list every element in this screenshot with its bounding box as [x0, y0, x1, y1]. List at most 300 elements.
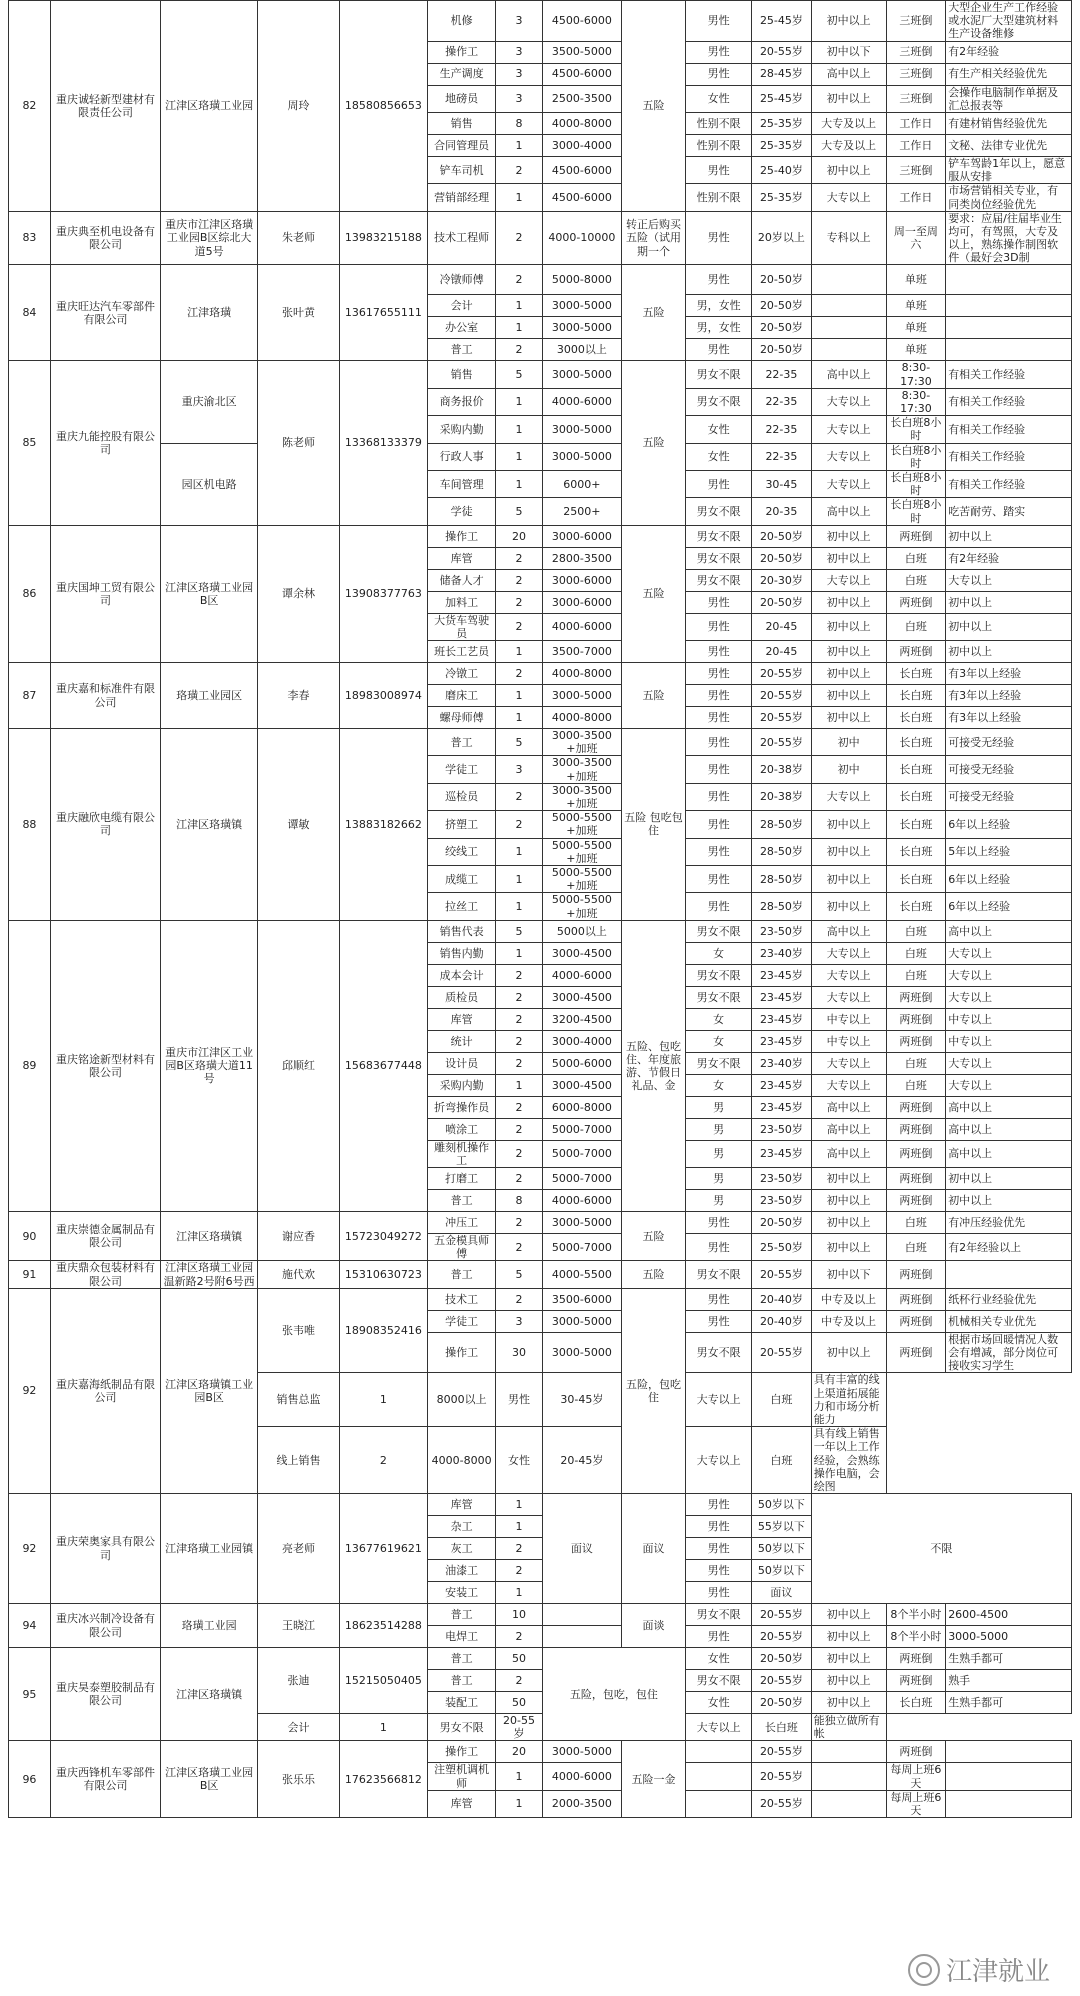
- gender: 男性: [686, 811, 752, 838]
- education: 初中以下: [811, 41, 886, 63]
- requirement: [946, 339, 1072, 361]
- company-number: 92: [9, 1288, 51, 1493]
- gender: 男性: [686, 756, 752, 783]
- job-title: 销售: [427, 361, 495, 388]
- age-range: 20-55岁: [752, 1741, 812, 1763]
- salary: 4000-10000: [542, 211, 621, 265]
- education: 高中以上: [811, 1118, 886, 1140]
- salary: 5000-8000: [542, 265, 621, 295]
- shift: 长白班: [886, 663, 946, 685]
- shift: 白班: [752, 1373, 812, 1427]
- gender: 男性: [686, 1626, 752, 1648]
- company-number: 89: [9, 920, 51, 1211]
- company-number: 88: [9, 729, 51, 921]
- company-address: 重庆市江津区珞璜工业园B区综北大道5号: [161, 211, 258, 265]
- gender: 男性: [686, 1212, 752, 1234]
- table-row: [9, 1604, 1072, 1626]
- job-title: 喷涂工: [427, 1118, 495, 1140]
- age-range: 23-45岁: [752, 1074, 812, 1096]
- shift: 长白班: [886, 893, 946, 920]
- age-range: 30-45岁: [542, 1373, 621, 1427]
- benefits: 转正后购买五险（试用期一个: [622, 211, 686, 265]
- age-range: 23-50岁: [752, 920, 812, 942]
- headcount: 10: [496, 1604, 542, 1626]
- requirement: 高中以上: [946, 920, 1072, 942]
- requirement: 具有线上销售一年以上工作经验，会熟练操作电脑，会绘图: [811, 1427, 886, 1494]
- requirement: 有相关工作经验: [946, 470, 1072, 497]
- age-range: 23-45岁: [752, 1140, 812, 1167]
- age-range: 23-50岁: [752, 1190, 812, 1212]
- headcount: 1: [496, 1790, 542, 1817]
- gender: 男性: [686, 339, 752, 361]
- gender: 男性: [686, 783, 752, 810]
- company-name: 重庆西锋机车零部件有限公司: [50, 1741, 160, 1818]
- headcount: 2: [496, 986, 542, 1008]
- salary: [542, 1604, 621, 1626]
- contact-name: 施代欢: [258, 1261, 340, 1288]
- table-row: [9, 663, 1072, 685]
- age-range: 22-35: [752, 388, 812, 415]
- shift: 周一至周六: [886, 211, 946, 265]
- company-name: 重庆融欣电缆有限公司: [50, 729, 160, 921]
- education: 初中以上: [811, 811, 886, 838]
- gender: 男性: [686, 685, 752, 707]
- headcount: 1: [496, 443, 542, 470]
- education: 大专以上: [686, 1373, 752, 1427]
- salary: 4000-8000: [542, 663, 621, 685]
- headcount: 1: [496, 416, 542, 443]
- job-title: 储备人才: [427, 569, 495, 591]
- education: 中专以上: [811, 1030, 886, 1052]
- education: 大专以上: [811, 416, 886, 443]
- requirement: 初中以上: [946, 613, 1072, 640]
- headcount: 2: [496, 1538, 542, 1560]
- headcount: 30: [496, 1332, 542, 1373]
- gender: 男性: [686, 470, 752, 497]
- education: 初中以上: [811, 893, 886, 920]
- gender: 男性: [686, 613, 752, 640]
- job-title: 采购内勤: [427, 416, 495, 443]
- headcount: 2: [496, 265, 542, 295]
- salary: 3000-5000: [542, 1332, 621, 1373]
- requirement: 初中以上: [946, 591, 1072, 613]
- age-range: 20-50岁: [752, 295, 812, 317]
- salary: 3000-4500: [542, 942, 621, 964]
- education: 初中以上: [811, 1670, 886, 1692]
- job-title: 库管: [427, 1494, 495, 1516]
- salary: 3000-5000: [542, 317, 621, 339]
- gender: 男女不限: [686, 547, 752, 569]
- headcount: 2: [496, 1140, 542, 1167]
- shift: 长白班: [886, 756, 946, 783]
- benefits: 五险，包吃住: [622, 1288, 686, 1493]
- headcount: 3: [496, 41, 542, 63]
- requirement: 有2年经验: [946, 41, 1072, 63]
- age-range: 22-35: [752, 361, 812, 388]
- headcount: 1: [496, 865, 542, 892]
- company-number: 87: [9, 663, 51, 729]
- education: [811, 1741, 886, 1763]
- company-number: 85: [9, 361, 51, 525]
- shift: 两班倒: [886, 1008, 946, 1030]
- headcount: 2: [496, 783, 542, 810]
- gender: 女性: [496, 1427, 542, 1494]
- gender: 男女不限: [686, 361, 752, 388]
- contact-name: 王晓江: [258, 1604, 340, 1648]
- job-title: 操作工: [427, 41, 495, 63]
- company-number: 82: [9, 1, 51, 212]
- company-number: 83: [9, 211, 51, 265]
- age-range: 28-50岁: [752, 838, 812, 865]
- salary: 3000-5000: [542, 1741, 621, 1763]
- salary: 4500-6000: [542, 156, 621, 183]
- shift: 白班: [886, 547, 946, 569]
- salary: 6000+: [542, 470, 621, 497]
- job-title: 库管: [427, 1790, 495, 1817]
- age-range: 23-50岁: [752, 1118, 812, 1140]
- company-address: 江津区珞璜镇: [161, 1648, 258, 1741]
- requirement: 初中以上: [946, 1190, 1072, 1212]
- shift: 两班倒: [886, 641, 946, 663]
- shift: 白班: [752, 1427, 812, 1494]
- gender: [686, 1790, 752, 1817]
- salary: 4000-5500: [542, 1261, 621, 1288]
- education: 初中以上: [811, 641, 886, 663]
- watermark-text: 江津就业: [945, 1957, 1050, 1987]
- shift: 白班: [886, 613, 946, 640]
- shift: 两班倒: [886, 525, 946, 547]
- job-title: 巡检员: [427, 783, 495, 810]
- company-address-2: 园区机电路: [161, 443, 258, 525]
- age-range: 20-55岁: [752, 729, 812, 756]
- requirement: 有2年经验: [946, 547, 1072, 569]
- salary: 4000-8000: [542, 707, 621, 729]
- gender: 女性: [686, 1692, 752, 1714]
- education: 初中以上: [811, 1626, 886, 1648]
- headcount: 2: [496, 1096, 542, 1118]
- requirement: 2600-4500: [946, 1604, 1072, 1626]
- gender: 男性: [686, 729, 752, 756]
- requirement: [946, 1261, 1072, 1288]
- benefits: 面谈: [622, 1604, 686, 1648]
- salary: 2500-3500: [542, 85, 621, 112]
- salary: 3000-5000: [542, 416, 621, 443]
- requirement: 铲车驾龄1年以上，愿意服从安排: [946, 156, 1072, 183]
- gender: 女: [686, 942, 752, 964]
- company-number: 86: [9, 525, 51, 662]
- age-range: 20-45: [752, 641, 812, 663]
- company-name: 重庆崇德金属制品有限公司: [50, 1212, 160, 1261]
- salary: 3500-6000: [542, 1288, 621, 1310]
- age-range: 25-35岁: [752, 184, 812, 211]
- gender: 女: [686, 1030, 752, 1052]
- headcount: 2: [496, 1030, 542, 1052]
- age-range: 20-55岁: [752, 1670, 812, 1692]
- job-title: 灰工: [427, 1538, 495, 1560]
- company-address: 江津区珞璜工业园温新路2号附6号西: [161, 1261, 258, 1288]
- age-range: 20-55岁: [496, 1714, 542, 1741]
- salary: 面议: [542, 1494, 621, 1604]
- salary: 6000-8000: [542, 1096, 621, 1118]
- company-name: 重庆铭途新型材料有限公司: [50, 920, 160, 1211]
- benefits: 五险: [622, 265, 686, 361]
- education: 初中以上: [811, 156, 886, 183]
- education: 大专以上: [811, 470, 886, 497]
- company-address: 江津区珞璜工业园B区: [161, 1741, 258, 1818]
- shift: 两班倒: [886, 1310, 946, 1332]
- job-title: 库管: [427, 1008, 495, 1030]
- table-row: [9, 443, 1072, 470]
- gender: 男性: [686, 1288, 752, 1310]
- age-range: 25-35岁: [752, 134, 812, 156]
- shift: 三班倒: [886, 85, 946, 112]
- headcount: 2: [496, 591, 542, 613]
- headcount: 2: [496, 339, 542, 361]
- requirement: 有冲压经验优先: [946, 1212, 1072, 1234]
- age-range: 28-50岁: [752, 893, 812, 920]
- age-range: 23-45岁: [752, 986, 812, 1008]
- company-name: 重庆鼎众包装材料有限公司: [50, 1261, 160, 1288]
- education: 初中以上: [811, 707, 886, 729]
- salary: 5000-5500 +加班: [542, 838, 621, 865]
- salary: 3000-5000: [542, 295, 621, 317]
- headcount: 2: [496, 1234, 542, 1261]
- requirement: 6年以上经验: [946, 811, 1072, 838]
- company-number: 95: [9, 1648, 51, 1741]
- salary: 3200-4500: [542, 1008, 621, 1030]
- contact-phone: 15215050405: [339, 1648, 427, 1714]
- shift: 长白班: [886, 685, 946, 707]
- salary: 4000-6000: [542, 388, 621, 415]
- gender: 女性: [686, 1648, 752, 1670]
- contact-name: 谢应香: [258, 1212, 340, 1261]
- requirement: 能独立做所有帐: [811, 1714, 886, 1741]
- shift: 三班倒: [886, 156, 946, 183]
- salary: 3000-4000: [542, 134, 621, 156]
- education: 初中以上: [811, 1692, 886, 1714]
- table-row: [9, 1288, 1072, 1310]
- requirement: 高中以上: [946, 1140, 1072, 1167]
- benefits: 五险: [622, 1, 686, 212]
- shift: 两班倒: [886, 1670, 946, 1692]
- company-name: 重庆诚轻新型建材有限责任公司: [50, 1, 160, 212]
- job-title: 普工: [427, 1261, 495, 1288]
- requirement: 可接受无经验: [946, 783, 1072, 810]
- watermark: [908, 1951, 1050, 1988]
- salary: 3000-5000: [542, 443, 621, 470]
- shift: 长白班: [886, 729, 946, 756]
- shift: 工作日: [886, 184, 946, 211]
- age-range: 25-45岁: [752, 1, 812, 42]
- age-range: 20-38岁: [752, 783, 812, 810]
- job-title: 挤塑工: [427, 811, 495, 838]
- headcount: 2: [496, 1670, 542, 1692]
- education: 初中: [811, 756, 886, 783]
- age-range: 20-50岁: [752, 1212, 812, 1234]
- company-address: 江津区珞璜镇工业园B区: [161, 1288, 258, 1493]
- company-name: 重庆国坤工贸有限公司: [50, 525, 160, 662]
- education: 初中以上: [811, 1648, 886, 1670]
- requirement: 6年以上经验: [946, 865, 1072, 892]
- requirement: [946, 1763, 1072, 1790]
- job-title: 安装工: [427, 1582, 495, 1604]
- education: 初中以上: [811, 591, 886, 613]
- age-range: 20-50岁: [752, 1648, 812, 1670]
- requirement: 3000-5000: [946, 1626, 1072, 1648]
- education: 初中以上: [811, 547, 886, 569]
- gender: 男: [686, 1140, 752, 1167]
- education: 大专以上: [811, 1052, 886, 1074]
- age-range: 20-55岁: [752, 1763, 812, 1790]
- gender: 男性: [686, 211, 752, 265]
- salary: 4000-8000: [427, 1427, 495, 1494]
- requirement: [946, 1790, 1072, 1817]
- headcount: 1: [496, 1494, 542, 1516]
- headcount: 2: [496, 569, 542, 591]
- education: [811, 317, 886, 339]
- shift: 长白班: [886, 865, 946, 892]
- job-title: 质检员: [427, 986, 495, 1008]
- age-range: 50岁以下: [752, 1538, 812, 1560]
- requirement: 有生产相关经验优先: [946, 63, 1072, 85]
- headcount: 1: [496, 942, 542, 964]
- headcount: 2: [496, 663, 542, 685]
- shift: 长白班8小时: [886, 470, 946, 497]
- headcount: 50: [496, 1692, 542, 1714]
- benefits: 五险: [622, 525, 686, 662]
- headcount: 2: [496, 964, 542, 986]
- gender: 男性: [686, 707, 752, 729]
- headcount: 2: [496, 1626, 542, 1648]
- gender: 男性: [686, 663, 752, 685]
- benefits: 五险、包吃住、年度旅游、节假日礼品、金: [622, 920, 686, 1211]
- company-number: 92: [9, 1494, 51, 1604]
- age-range: 20-55岁: [752, 1790, 812, 1817]
- requirement: 吃苦耐劳、踏实: [946, 498, 1072, 525]
- age-range: 20-45岁: [542, 1427, 621, 1494]
- gender: 男性: [686, 1516, 752, 1538]
- shift: 长白班: [886, 811, 946, 838]
- benefits: 五险: [622, 1261, 686, 1288]
- shift: 长白班8小时: [886, 443, 946, 470]
- age-range: 20-35: [752, 498, 812, 525]
- headcount: 2: [339, 1427, 427, 1494]
- salary: 4000-6000: [542, 964, 621, 986]
- contact-phone: 15723049272: [339, 1212, 427, 1261]
- requirement: 大专以上: [946, 1074, 1072, 1096]
- job-title: 商务报价: [427, 388, 495, 415]
- requirement: 中专以上: [946, 1008, 1072, 1030]
- company-name: 重庆昊泰塑胶制品有限公司: [50, 1648, 160, 1741]
- education: [811, 295, 886, 317]
- age-range: 23-50岁: [752, 1168, 812, 1190]
- table-row: [9, 525, 1072, 547]
- education: 大专以上: [811, 942, 886, 964]
- education: 大专以上: [811, 184, 886, 211]
- age-range: 25-50岁: [752, 1234, 812, 1261]
- gender: 性别不限: [686, 112, 752, 134]
- salary: 3000-3500 +加班: [542, 783, 621, 810]
- age-range: 20-50岁: [752, 317, 812, 339]
- gender: 男女不限: [686, 1052, 752, 1074]
- education: 大专以上: [811, 1074, 886, 1096]
- age-range: 22-35: [752, 443, 812, 470]
- table-row: [9, 920, 1072, 942]
- job-title: 普工: [427, 729, 495, 756]
- age-range: 28-50岁: [752, 811, 812, 838]
- job-title: 车间管理: [427, 470, 495, 497]
- job-title: 普工: [427, 1670, 495, 1692]
- salary: 4000-6000: [542, 1763, 621, 1790]
- gender: 男女不限: [686, 569, 752, 591]
- contact-phone: 13368133379: [339, 361, 427, 525]
- age-range: 23-45岁: [752, 1030, 812, 1052]
- contact-phone: 13617655111: [339, 265, 427, 361]
- headcount: 5: [496, 361, 542, 388]
- shift: 三班倒: [886, 41, 946, 63]
- requirement: 初中以上: [946, 525, 1072, 547]
- gender: 男女不限: [686, 388, 752, 415]
- education: 初中以下: [811, 1261, 886, 1288]
- gender: 男女不限: [686, 498, 752, 525]
- contact-name: 张叶黄: [258, 265, 340, 361]
- shift: 长白班: [886, 783, 946, 810]
- headcount: 3: [496, 63, 542, 85]
- requirement: 具有丰富的线上渠道拓展能力和市场分析能力: [811, 1373, 886, 1427]
- education: 大专及以上: [811, 134, 886, 156]
- gender: 男，女性: [686, 317, 752, 339]
- job-title: 冷镦师傅: [427, 265, 495, 295]
- shift: 单班: [886, 265, 946, 295]
- company-number: 94: [9, 1604, 51, 1648]
- gender: 女性: [686, 416, 752, 443]
- job-title: 销售内勤: [427, 942, 495, 964]
- age-range: 20-50岁: [752, 591, 812, 613]
- headcount: 1: [496, 685, 542, 707]
- job-title: 销售: [427, 112, 495, 134]
- job-title: 学徒: [427, 498, 495, 525]
- company-address: 江津珞璜工业园镇: [161, 1494, 258, 1604]
- job-title: 成本会计: [427, 964, 495, 986]
- education: 初中以上: [811, 1234, 886, 1261]
- age-range: 23-40岁: [752, 942, 812, 964]
- shift: 白班: [886, 1212, 946, 1234]
- education: 初中以上: [811, 1212, 886, 1234]
- education: 大专以上: [811, 783, 886, 810]
- gender: 男性: [686, 156, 752, 183]
- age-range: 20-55岁: [752, 1604, 812, 1626]
- requirement: 可接受无经验: [946, 729, 1072, 756]
- requirement: 大专以上: [946, 986, 1072, 1008]
- headcount: 2: [496, 1008, 542, 1030]
- shift: 两班倒: [886, 1140, 946, 1167]
- table-row: [9, 1648, 1072, 1670]
- gender: 男女不限: [686, 920, 752, 942]
- shift: 白班: [886, 1052, 946, 1074]
- job-title: 杂工: [427, 1516, 495, 1538]
- headcount: 8: [496, 1190, 542, 1212]
- education: 初中以上: [811, 685, 886, 707]
- job-listing-table: [8, 0, 1072, 1818]
- education: 初中: [811, 729, 886, 756]
- requirement: 会操作电脑制作单据及汇总报表等: [946, 85, 1072, 112]
- requirement: 可接受无经验: [946, 756, 1072, 783]
- job-title: 生产调度: [427, 63, 495, 85]
- shift: 两班倒: [886, 986, 946, 1008]
- gender: 性别不限: [686, 184, 752, 211]
- table-row: [9, 1261, 1072, 1288]
- table-row: [9, 1212, 1072, 1234]
